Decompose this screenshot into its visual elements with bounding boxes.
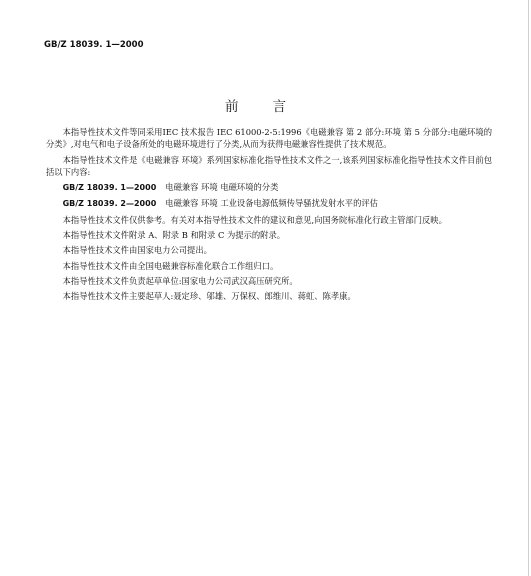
title-char-2: 言: [272, 99, 286, 115]
series-item-code: GB/Z 18039. 2—2000: [62, 199, 157, 209]
series-item-title: 电磁兼容 环境 工业设备电源低频传导骚扰发射水平的评估: [165, 198, 378, 209]
paragraph-adoption: 本指导性技术文件等同采用IEC 技术报告 IEC 61000-2-5:1996《电磁兼容 第 2 部分:环境 第 5 分部分:电磁环境的分类》,对电气和电子设备所处的电磁环境进行了分类,从而为获得电磁兼容性提供了技术规范。: [46, 127, 492, 150]
paragraph-series: 本指导性技术文件是《电磁兼容 环境》系列国家标准化指导性技术文件之一,该系列国家标准化指导性技术文件目前包括以下内容:: [46, 154, 492, 177]
standard-code-header: GB/Z 18039. 1—2000: [44, 40, 144, 50]
page-edge-line: [528, 0, 529, 576]
series-item: [63, 197, 492, 210]
series-item-title: 电磁兼容 环境 电磁环境的分类: [165, 182, 279, 193]
paragraph-reference: 本指导性技术文件仅供参考。有关对本指导性技术文件的建议和意见,向国务院标准化行政主管部门反映。: [62, 214, 447, 225]
paragraph-administrator: 本指导性技术文件由全国电磁兼容标准化联合工作组归口。: [62, 260, 279, 271]
series-item-code: GB/Z 18039. 1—2000: [62, 183, 157, 193]
paragraph-drafters: 本指导性技术文件主要起草人:聂定珍、邬雄、万保权、郎维川、蒋虹、陈孝康。: [62, 291, 356, 302]
page-title: [225, 95, 286, 115]
paragraph-drafting-unit: 本指导性技术文件负责起草单位:国家电力公司武汉高压研究所。: [62, 275, 298, 286]
title-char-1: 前: [225, 99, 239, 115]
series-item: [63, 181, 492, 194]
foreword-body: [46, 126, 492, 306]
paragraph-proposer: 本指导性技术文件由国家电力公司提出。: [62, 245, 212, 256]
paragraph-appendix: 本指导性技术文件附录 A、附录 B 和附录 C 为提示的附录。: [62, 230, 286, 241]
